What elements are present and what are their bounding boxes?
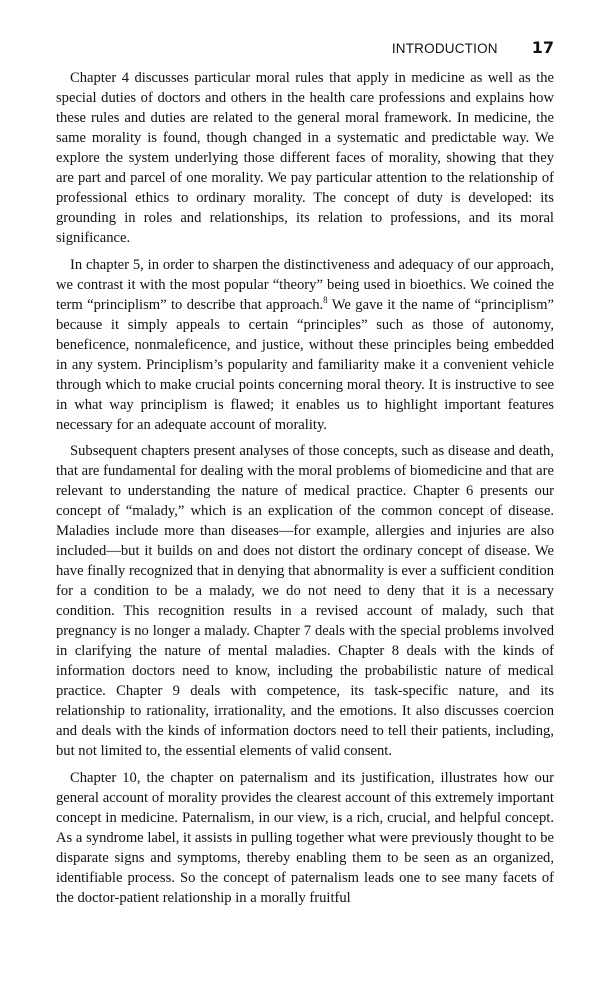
paragraph-text: In chapter 5, in order to sharpen the distinctiveness and adequacy of our approach, we contrast it with the most popular “theory” being used in bioethics. We coined the term “principlism” to describe that approach. xyxy=(56,256,554,313)
book-page xyxy=(56,38,554,914)
running-head-title: INTRODUCTION xyxy=(391,41,498,56)
running-head xyxy=(56,38,554,68)
body-text xyxy=(56,68,554,908)
paragraph-chapter-5 xyxy=(56,255,554,435)
page-number: 17 xyxy=(531,38,554,57)
paragraph-subsequent-chapters: Subsequent chapters present analyses of those concepts, such as disease and death, that are fundamental for dealing with the moral problems of biomedicine and that are relevant to understanding the nature of medical practice. Chapter 6 presents our concept of “malady,” which is an explication of the common concept of disease. Maladies include more than diseases—for example, allergies and injuries are also included—but it builds on and does not distort the ordinary concept of disease. We have finally recognized that in denying that abnormality is ever a sufficient condition for a condition to be a malady, we do not need to deny that it is a necessary condition. This recognition results in a revised account of malady, such that pregnancy is no longer a malady. Chapter 7 deals with the special problems involved in clarifying the nature of mental maladies. Chapter 8 deals with the kinds of information doctors need to know, including the probabilistic nature of medical practice. Chapter 9 deals with competence, its task-specific nature, and its relationship to rationality, irrationality, and the emotions. It also discusses coercion and deals with the kinds of information doctors need to tell their patients, including, but not limited to, the essential elements of valid consent. xyxy=(56,443,554,759)
footnote-reference: 8 xyxy=(323,294,328,305)
paragraph-chapter-4: Chapter 4 discusses particular moral rules that apply in medicine as well as the special duties of doctors and others in the health care professions and explains how these rules and duties are related to the general moral framework. In medicine, the same morality is found, though changed in a systematic and predictable way. We explore the system underlying those different faces of morality, showing that they are part and parcel of one morality. We pay particular attention to the relationship of professional ethics to ordinary morality. The concept of duty is developed: its grounding in roles and relationships, its relation to professions, and its moral significance. xyxy=(56,70,554,246)
paragraph-chapter-10: Chapter 10, the chapter on paternalism and its justification, illustrates how our general account of morality provides the clearest account of this extremely important concept in medicine. Paternalism, in our view, is a rich, crucial, and helpful concept. As a syndrome label, it assists in pulling together what were previously thought to be disparate signs and symptoms, thereby enabling them to be seen as an organized, identifiable process. So the concept of paternalism leads one to see many facets of the doctor-patient relationship in a morally fruitful xyxy=(56,769,554,906)
paragraph-text: We gave it the name of “principlism” because it simply appeals to certain “principles” such as those of autonomy, beneficence, nonmaleficence, and justice, without these principles being embedded in any system. Principlism’s popularity and familiarity make it a convenient vehicle through which to make crucial points concerning moral theory. It is instructive to see in what way principlism is flawed; it enables us to highlight important features necessary for an adequate account of morality. xyxy=(56,296,554,433)
